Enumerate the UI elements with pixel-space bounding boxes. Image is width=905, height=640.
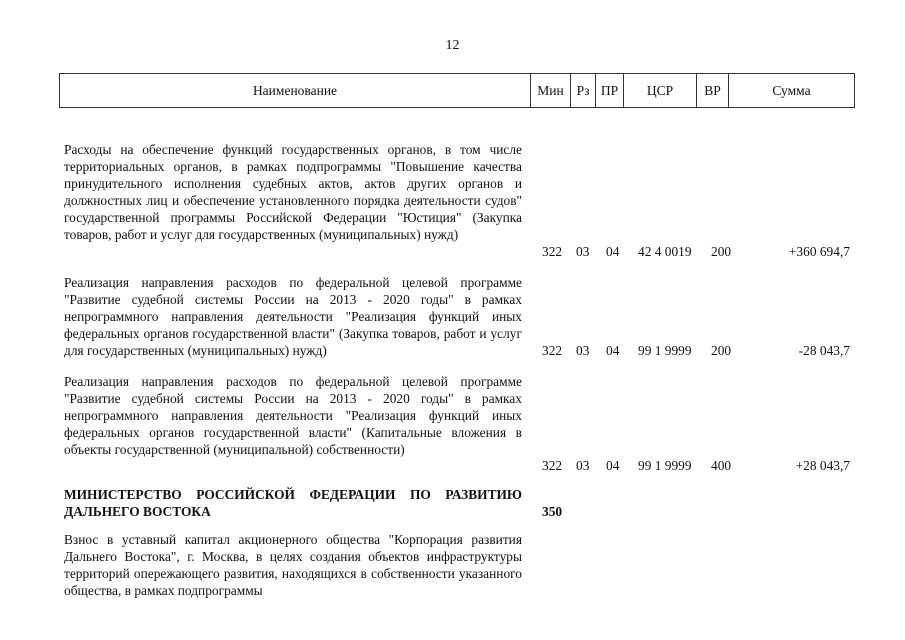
cell-rz: 03: [576, 244, 590, 259]
cell-vr: 200: [711, 244, 732, 259]
header-min: Мин: [531, 74, 571, 108]
cell-sum: -28 043,7: [798, 343, 850, 358]
row-description: Взнос в уставный капитал акционерного общества "Корпорация развития Дальнего Востока", г. Москва, в целях создания объектов инфраструктуры территорий опережающего развития, находящихся в собственности указанного общества, в рамках подпрограммы: [64, 532, 522, 598]
cell-min: 350: [542, 504, 563, 519]
page-number: 12: [445, 38, 460, 53]
row-codes: [64, 457, 850, 474]
cell-rz: 03: [576, 343, 590, 358]
cell-sum: +28 043,7: [795, 458, 850, 473]
cell-vr: 400: [711, 458, 732, 473]
cell-csr: 99 1 9999: [638, 458, 692, 473]
header-sum: Сумма: [729, 74, 855, 108]
cell-pr: 04: [606, 458, 620, 473]
ministry-heading: МИНИСТЕРСТВО РОССИЙСКОЙ ФЕДЕРАЦИИ ПО РАЗВИТИЮ ДАЛЬНЕГО ВОСТОКА: [64, 487, 522, 519]
cell-rz: 03: [576, 458, 590, 473]
row-description: Реализация направления расходов по федеральной целевой программе "Развитие судебной системы России на 2013 - 2020 годы" в рамках непрограммного направления деятельности "Реализация функций иных федеральных органов государственной власти" (Закупка товаров, работ и услуг для государственных (муниципальных) нужд): [64, 275, 522, 358]
row-codes: [64, 503, 850, 520]
cell-min: 322: [542, 458, 563, 473]
row-description: Реализация направления расходов по федеральной целевой программе "Развитие судебной системы России на 2013 - 2020 годы" в рамках непрограммного направления деятельности "Реализация функций иных федеральных органов государственной власти" (Капитальные вложения в объекты государственной (муниципальной) собственности): [64, 374, 522, 457]
header-name: Наименование: [60, 74, 531, 108]
header-pr: ПР: [596, 74, 624, 108]
table-header: [59, 73, 855, 108]
cell-min: 322: [542, 343, 563, 358]
cell-pr: 04: [606, 343, 620, 358]
row-codes: [64, 243, 850, 260]
header-rz: Рз: [571, 74, 596, 108]
row-description: Расходы на обеспечение функций государственных органов, в том числе территориальных органов, в рамках подпрограммы "Повышение качества принудительного исполнения судебных актов, актов других органов и должностных лиц и обеспечение установленного порядка деятельности судов" государственной программы Российской Федерации "Юстиция" (Закупка товаров, работ и услуг для государственных (муниципальных) нужд): [64, 142, 522, 242]
cell-min: 322: [542, 244, 563, 259]
row-codes: [64, 342, 850, 359]
cell-vr: 200: [711, 343, 732, 358]
header-vr: ВР: [697, 74, 729, 108]
cell-csr: 99 1 9999: [638, 343, 692, 358]
cell-sum: +360 694,7: [788, 244, 850, 259]
header-csr: ЦСР: [624, 74, 697, 108]
cell-pr: 04: [606, 244, 620, 259]
cell-csr: 42 4 0019: [638, 244, 692, 259]
